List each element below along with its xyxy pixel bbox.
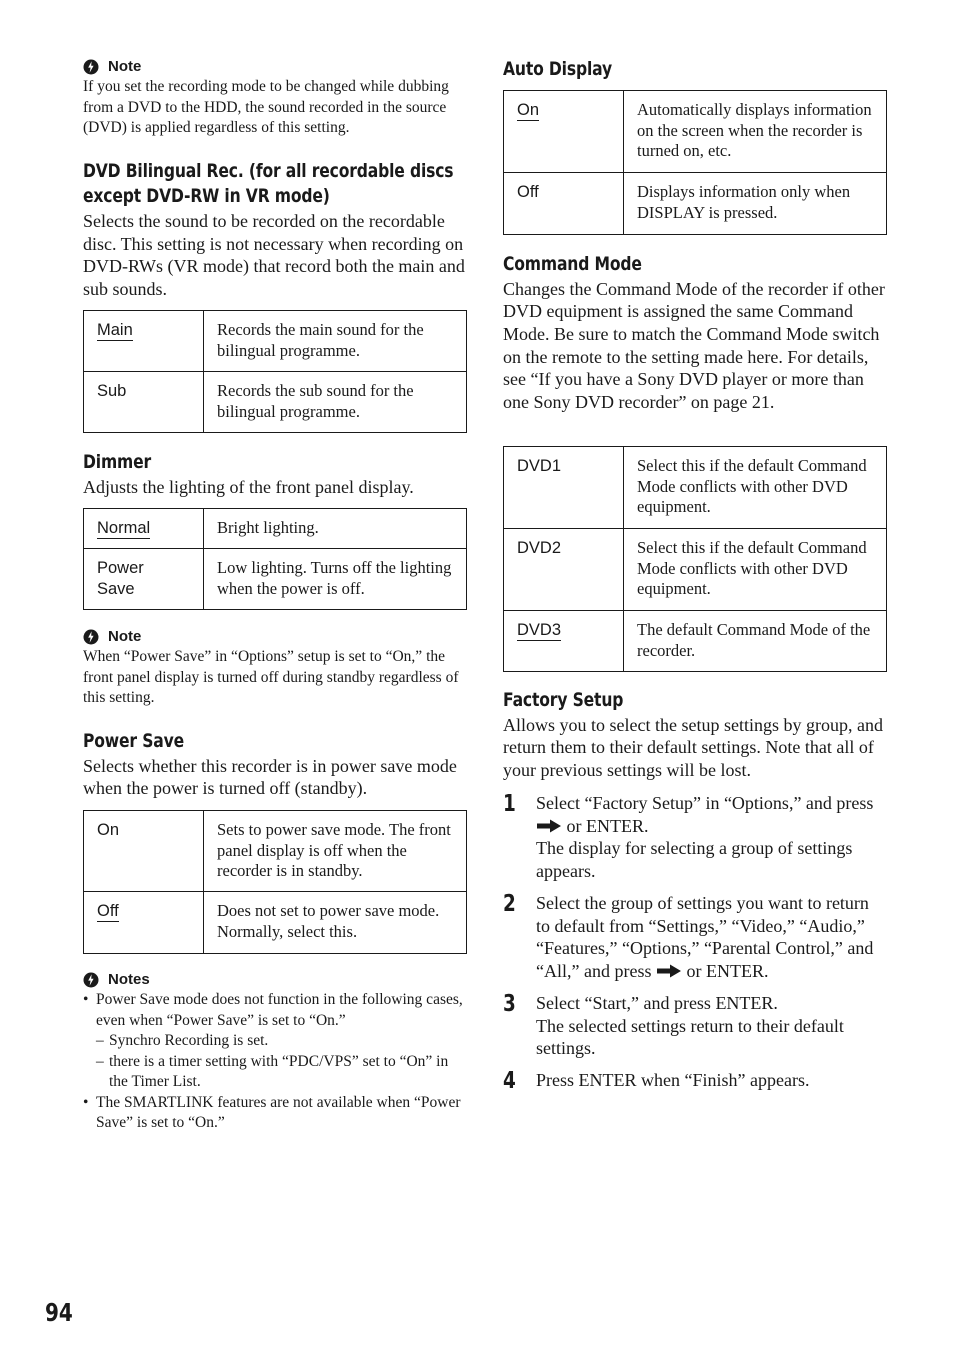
option-key	[504, 611, 624, 672]
list-item: • The SMARTLINK features are not available when “Power Save” is set to “On.”	[83, 1093, 467, 1134]
section-body: Selects the sound to be recorded on the recordable disc. This setting is not necessary when recording on DVD-RWs (VR mode) that record both the main and sub sounds.	[83, 211, 465, 300]
default-option-label: DVD3	[517, 621, 562, 639]
section-heading: Dimmer	[83, 451, 152, 473]
option-key: Sub	[84, 372, 204, 433]
table-row	[84, 509, 467, 549]
table-row	[84, 372, 467, 433]
option-key	[84, 549, 204, 610]
table-row	[504, 529, 887, 611]
section-command-mode	[503, 252, 887, 414]
section-heading: Factory Setup	[503, 689, 624, 711]
option-desc: Sets to power save mode. The front panel display is off when the recorder is in standby.	[204, 811, 467, 892]
table-row	[84, 811, 467, 892]
bilingual-options-table	[83, 310, 467, 433]
step-number: 1	[503, 791, 516, 817]
section-factory-setup	[503, 688, 887, 782]
list-item	[83, 990, 467, 1093]
option-key-line1: Power	[97, 559, 144, 577]
step-number: 2	[503, 891, 516, 917]
section-dvd-bilingual	[83, 159, 467, 301]
step-number: 3	[503, 991, 516, 1017]
step-instruction-end: or ENTER.	[686, 961, 769, 982]
auto-display-options-table	[503, 90, 887, 235]
table-row	[504, 173, 887, 235]
section-heading: Command Mode	[503, 253, 642, 275]
option-key: Off	[504, 173, 624, 235]
option-key	[504, 91, 624, 173]
note-heading	[83, 971, 467, 988]
option-desc: Select this if the default Command Mode conflicts with other DVD equipment.	[624, 447, 887, 529]
option-key	[84, 892, 204, 954]
step-3	[503, 992, 887, 1060]
option-key: DVD2	[504, 529, 624, 611]
section-body: Selects whether this recorder is in power save mode when the power is turned off (standby).	[83, 755, 457, 799]
step-instruction-end: or ENTER.	[566, 815, 649, 836]
step-text	[536, 1069, 887, 1092]
note-icon	[83, 972, 99, 988]
step-result: The display for selecting a group of settings appears.	[536, 838, 853, 882]
notes-list	[83, 990, 467, 1134]
list-item-text: Power Save mode does not function in the following cases, even when “Power Save” is set to “On.”	[96, 991, 463, 1029]
note-label: Note	[108, 628, 142, 645]
section-body: Adjusts the lighting of the front panel display.	[83, 476, 414, 497]
section-heading-line2: except DVD-RW in VR mode)	[83, 184, 330, 207]
sub-list-item: – Synchro Recording is set.	[96, 1031, 467, 1052]
step-1	[503, 792, 887, 883]
note-icon	[83, 629, 99, 645]
option-desc: The default Command Mode of the recorder.	[624, 611, 887, 672]
section-body: Allows you to select the setup settings by group, and return them to their default settings. Note that all of your previous settings will be lost.	[503, 714, 883, 780]
note-label: Note	[108, 58, 142, 75]
section-heading: DVD Bilingual Rec. (for all recordable discs	[83, 160, 454, 182]
command-mode-options-table	[503, 446, 887, 672]
table-row	[84, 892, 467, 954]
section-body: Changes the Command Mode of the recorder if other DVD equipment is assigned the same Command Mode. Be sure to match the Command Mode switch on the remote to the setting made here. For details, see “If you have a Sony DVD player or more than one Sony DVD recorder” on page 21.	[503, 278, 885, 413]
step-result: The selected settings return to their default settings.	[536, 1015, 844, 1059]
step-number: 4	[503, 1068, 516, 1094]
note-heading	[83, 628, 467, 645]
option-desc: Select this if the default Command Mode conflicts with other DVD equipment.	[624, 529, 887, 611]
option-desc: Automatically displays information on the screen when the recorder is turned on, etc.	[624, 91, 887, 173]
page-number: 94	[45, 1298, 73, 1327]
default-option-label: On	[517, 101, 540, 119]
power-save-options-table	[83, 810, 467, 954]
section-dimmer	[83, 450, 467, 498]
note-heading	[83, 58, 467, 75]
option-desc: Low lighting. Turns off the lighting when the power is off.	[204, 549, 467, 610]
option-desc: Records the main sound for the bilingual programme.	[204, 311, 467, 372]
option-desc: Does not set to power save mode. Normally, select this.	[204, 892, 467, 954]
option-key	[84, 311, 204, 372]
step-text	[536, 792, 887, 883]
dimmer-options-table	[83, 508, 467, 610]
table-row	[504, 611, 887, 672]
step-instruction: Select the group of settings you want to return to default from “Settings,” “Video,” “Audio,” “Features,” “Options,” “Parental Control,” and “All,” and press	[536, 893, 874, 982]
section-heading: Power Save	[83, 730, 185, 752]
notes-block	[83, 971, 467, 1134]
sub-list-item: – there is a timer setting with “PDC/VPS” set to “On” in the Timer List.	[96, 1052, 467, 1093]
option-desc: Displays information only when DISPLAY is pressed.	[624, 173, 887, 235]
step-text	[536, 892, 887, 983]
section-auto-display	[503, 57, 887, 82]
section-heading: Auto Display	[503, 58, 612, 80]
note-block-1	[83, 58, 467, 139]
step-2	[503, 892, 887, 983]
table-row	[84, 549, 467, 610]
note-text: When “Power Save” in “Options” setup is set to “On,” the front panel display is turned off during standby regardless of this setting.	[83, 648, 459, 706]
step-instruction: Select “Start,” and press ENTER.	[536, 993, 778, 1013]
option-key-line2: Save	[97, 579, 135, 598]
option-desc: Records the sub sound for the bilingual programme.	[204, 372, 467, 433]
step-4	[503, 1069, 887, 1092]
note-text: If you set the recording mode to be changed while dubbing from a DVD to the HDD, the sound recorded in the source (DVD) is applied regardless of this setting.	[83, 78, 449, 136]
option-desc: Bright lighting.	[204, 509, 467, 549]
option-key: DVD1	[504, 447, 624, 529]
section-power-save	[83, 729, 467, 800]
sub-list	[96, 1031, 467, 1093]
default-option-label: Main	[97, 321, 133, 339]
step-instruction: Select “Factory Setup” in “Options,” and press	[536, 793, 874, 813]
note-icon	[83, 59, 99, 75]
option-key: On	[84, 811, 204, 892]
table-row	[504, 91, 887, 173]
table-row	[504, 447, 887, 529]
table-row	[84, 311, 467, 372]
option-key	[84, 509, 204, 549]
note-label: Notes	[108, 971, 150, 988]
note-block-2	[83, 628, 467, 709]
right-arrow-icon	[536, 819, 562, 833]
step-instruction: Press ENTER when “Finish” appears.	[536, 1070, 810, 1090]
step-text	[536, 992, 887, 1060]
default-option-label: Normal	[97, 519, 151, 537]
default-option-label: Off	[97, 902, 119, 920]
right-arrow-icon	[656, 964, 682, 978]
